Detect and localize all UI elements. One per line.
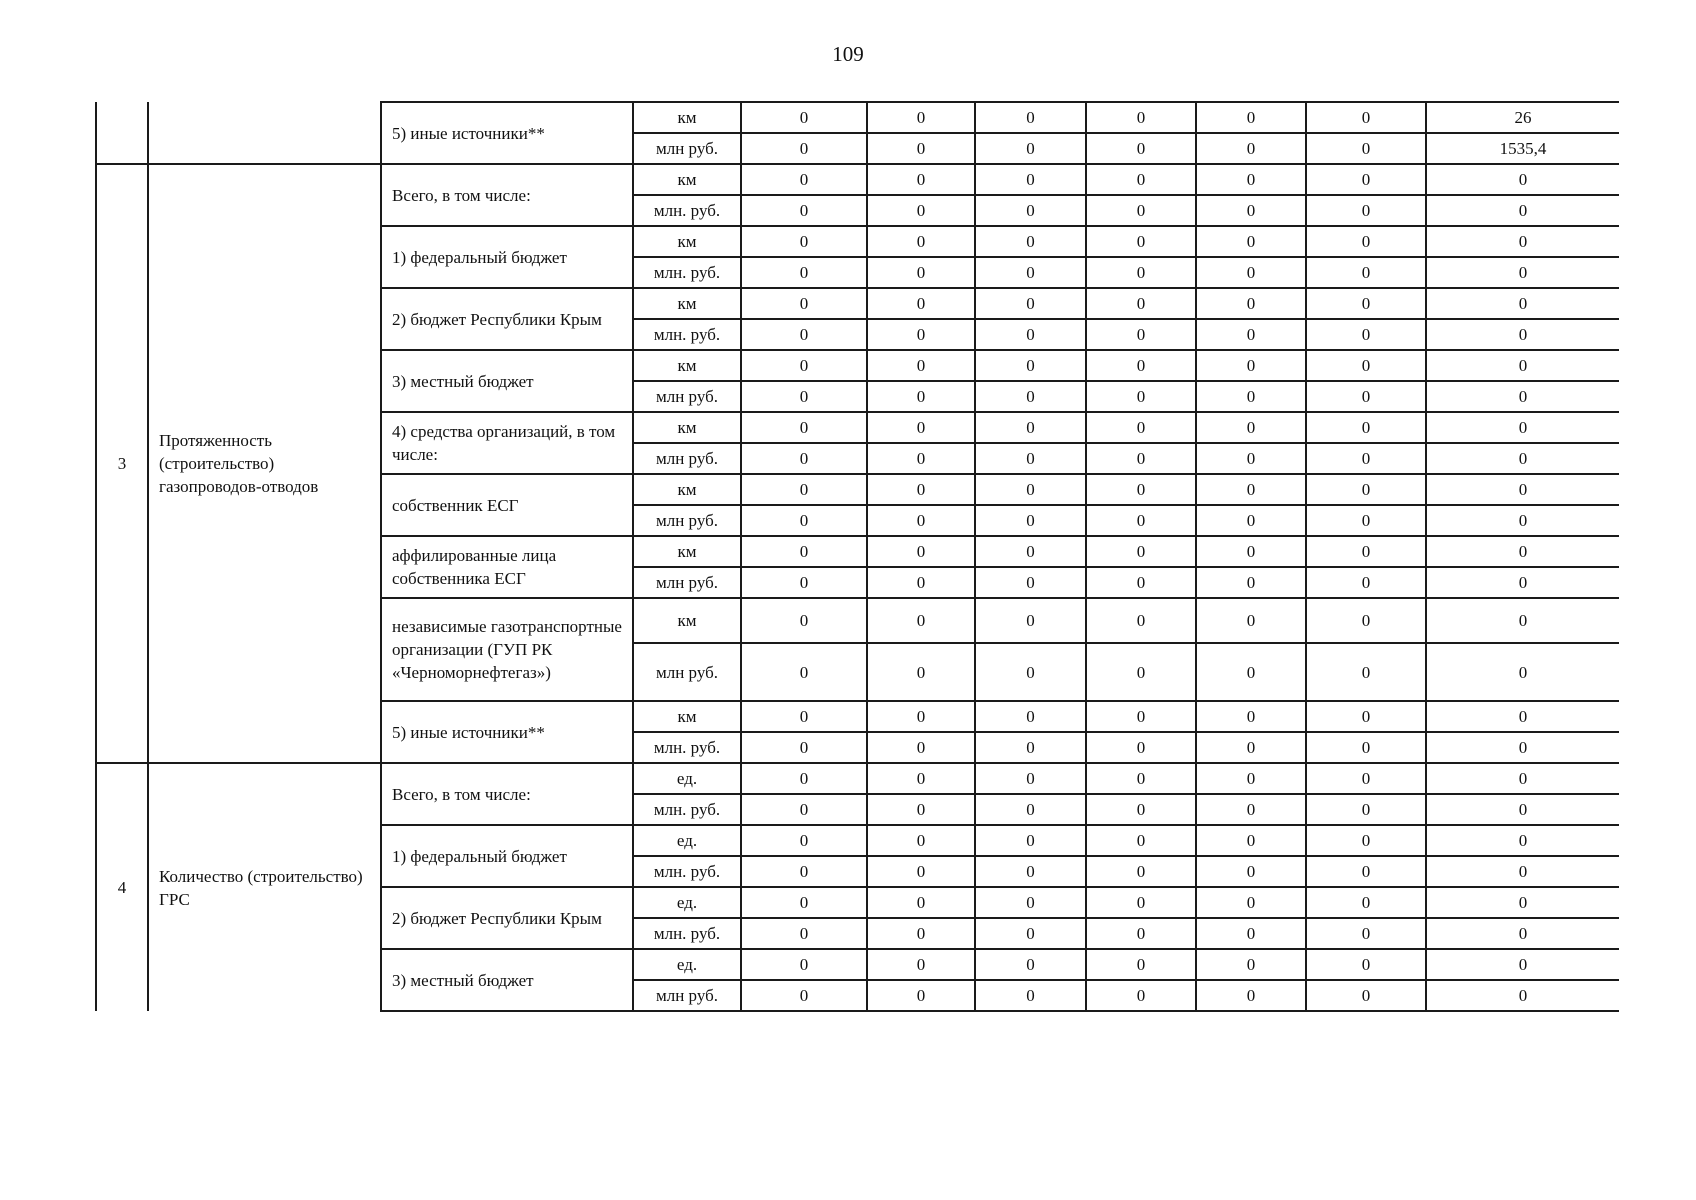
value-cell: 0 (1196, 381, 1306, 412)
index-cell-empty (96, 102, 148, 164)
unit-cell: млн. руб. (633, 732, 741, 763)
unit-cell: км (633, 226, 741, 257)
value-cell: 0 (1426, 536, 1619, 567)
table-row (96, 102, 1619, 133)
value-cell: 0 (1196, 102, 1306, 133)
value-cell: 0 (867, 701, 975, 732)
value-cell: 0 (975, 794, 1086, 825)
unit-cell: млн руб. (633, 381, 741, 412)
source-cell: 2) бюджет Республики Крым (381, 288, 633, 350)
value-cell: 0 (867, 567, 975, 598)
value-cell: 0 (1426, 350, 1619, 381)
value-cell: 0 (1426, 763, 1619, 794)
value-cell: 0 (1306, 443, 1426, 474)
source-cell: 4) средства организаций, в том числе: (381, 412, 633, 474)
section-index: 3 (96, 164, 148, 763)
value-cell: 0 (1086, 536, 1196, 567)
value-cell: 0 (975, 949, 1086, 980)
unit-cell: млн руб. (633, 133, 741, 164)
value-cell: 0 (1426, 918, 1619, 949)
value-cell: 0 (1196, 474, 1306, 505)
value-cell: 0 (867, 887, 975, 918)
value-cell: 0 (975, 825, 1086, 856)
unit-cell: млн руб. (633, 567, 741, 598)
unit-cell: ед. (633, 949, 741, 980)
value-cell: 0 (1196, 257, 1306, 288)
value-cell: 0 (1306, 288, 1426, 319)
value-cell: 0 (975, 226, 1086, 257)
value-cell: 0 (1426, 505, 1619, 536)
value-cell: 0 (1086, 226, 1196, 257)
unit-cell: км (633, 474, 741, 505)
value-cell: 0 (741, 856, 867, 887)
table-row (96, 164, 1619, 195)
value-cell: 0 (867, 102, 975, 133)
value-cell: 0 (1086, 443, 1196, 474)
source-cell: 3) местный бюджет (381, 949, 633, 1011)
unit-cell: млн руб. (633, 505, 741, 536)
value-cell: 0 (1426, 195, 1619, 226)
value-cell: 0 (975, 732, 1086, 763)
unit-cell: млн руб. (633, 643, 741, 701)
source-cell: 5) иные источники** (381, 701, 633, 763)
value-cell: 0 (975, 319, 1086, 350)
value-cell: 0 (1426, 412, 1619, 443)
value-cell: 0 (975, 474, 1086, 505)
value-cell: 0 (1306, 794, 1426, 825)
value-cell: 0 (741, 980, 867, 1011)
value-cell: 0 (867, 226, 975, 257)
value-cell: 0 (867, 505, 975, 536)
source-cell: независимые газотранспортные организации (ГУП РК «Черноморнефтегаз») (381, 598, 633, 701)
value-cell: 0 (741, 505, 867, 536)
value-cell: 0 (975, 763, 1086, 794)
unit-cell: км (633, 598, 741, 643)
investment-table-wrapper (95, 101, 1619, 1012)
value-cell: 0 (1086, 381, 1196, 412)
value-cell: 0 (1426, 381, 1619, 412)
value-cell: 0 (867, 825, 975, 856)
value-cell: 0 (975, 701, 1086, 732)
value-cell: 0 (975, 412, 1086, 443)
value-cell: 0 (741, 643, 867, 701)
section-index: 4 (96, 763, 148, 1011)
value-cell: 0 (867, 643, 975, 701)
value-cell: 0 (1426, 443, 1619, 474)
value-cell: 0 (1306, 763, 1426, 794)
value-cell: 0 (1086, 164, 1196, 195)
value-cell: 0 (975, 164, 1086, 195)
unit-cell: км (633, 350, 741, 381)
value-cell: 0 (1306, 567, 1426, 598)
value-cell: 0 (1426, 567, 1619, 598)
value-cell: 0 (1086, 763, 1196, 794)
value-cell: 0 (741, 102, 867, 133)
value-cell: 0 (1196, 856, 1306, 887)
value-cell: 0 (1306, 598, 1426, 643)
value-cell: 0 (1086, 856, 1196, 887)
value-cell: 0 (1086, 887, 1196, 918)
value-cell: 0 (741, 598, 867, 643)
value-cell: 0 (1196, 980, 1306, 1011)
value-cell: 0 (1306, 257, 1426, 288)
value-cell: 0 (1196, 825, 1306, 856)
value-cell: 0 (741, 412, 867, 443)
source-cell: 5) иные источники** (381, 102, 633, 164)
unit-cell: ед. (633, 887, 741, 918)
value-cell: 0 (975, 598, 1086, 643)
value-cell: 0 (741, 226, 867, 257)
value-cell: 0 (1426, 643, 1619, 701)
value-cell: 0 (1196, 918, 1306, 949)
value-cell: 0 (741, 350, 867, 381)
value-cell: 0 (1306, 133, 1426, 164)
value-cell: 0 (1196, 133, 1306, 164)
source-cell: Всего, в том числе: (381, 763, 633, 825)
value-cell: 0 (1426, 887, 1619, 918)
value-cell: 0 (1426, 701, 1619, 732)
value-cell: 0 (1426, 825, 1619, 856)
section-indicator: Количество (строительство) ГРС (148, 763, 381, 1011)
value-cell: 0 (1086, 350, 1196, 381)
value-cell: 0 (975, 567, 1086, 598)
value-cell: 0 (1426, 980, 1619, 1011)
value-cell: 0 (1426, 319, 1619, 350)
value-cell: 0 (867, 412, 975, 443)
value-cell: 0 (867, 732, 975, 763)
value-cell: 0 (1086, 918, 1196, 949)
value-cell: 0 (741, 887, 867, 918)
value-cell: 0 (1196, 288, 1306, 319)
value-cell: 0 (741, 567, 867, 598)
value-cell: 0 (1306, 701, 1426, 732)
value-cell: 0 (1086, 825, 1196, 856)
value-cell: 0 (867, 918, 975, 949)
table-body (96, 102, 1619, 1011)
source-cell: Всего, в том числе: (381, 164, 633, 226)
unit-cell: км (633, 701, 741, 732)
source-cell: 1) федеральный бюджет (381, 825, 633, 887)
value-cell: 0 (1196, 164, 1306, 195)
value-cell: 0 (1306, 732, 1426, 763)
value-cell: 0 (1086, 980, 1196, 1011)
value-cell: 26 (1426, 102, 1619, 133)
value-cell: 0 (1306, 350, 1426, 381)
value-cell: 0 (975, 980, 1086, 1011)
value-cell: 0 (1196, 350, 1306, 381)
value-cell: 0 (867, 980, 975, 1011)
value-cell: 0 (1306, 887, 1426, 918)
value-cell: 0 (741, 949, 867, 980)
unit-cell: км (633, 412, 741, 443)
value-cell: 0 (1306, 164, 1426, 195)
source-cell: 2) бюджет Республики Крым (381, 887, 633, 949)
value-cell: 0 (1086, 567, 1196, 598)
value-cell: 0 (867, 350, 975, 381)
value-cell: 0 (1196, 887, 1306, 918)
value-cell: 0 (1086, 412, 1196, 443)
value-cell: 0 (1306, 918, 1426, 949)
unit-cell: млн. руб. (633, 319, 741, 350)
value-cell: 0 (867, 319, 975, 350)
value-cell: 0 (1196, 412, 1306, 443)
value-cell: 0 (1196, 505, 1306, 536)
value-cell: 0 (1086, 474, 1196, 505)
value-cell: 0 (741, 195, 867, 226)
value-cell: 0 (867, 257, 975, 288)
value-cell: 0 (741, 474, 867, 505)
value-cell: 0 (975, 350, 1086, 381)
value-cell: 0 (867, 288, 975, 319)
value-cell: 1535,4 (1426, 133, 1619, 164)
section-indicator: Протяженность (строительство) газопроводов-отводов (148, 164, 381, 763)
value-cell: 0 (1196, 598, 1306, 643)
value-cell: 0 (1196, 701, 1306, 732)
unit-cell: млн. руб. (633, 794, 741, 825)
value-cell: 0 (867, 536, 975, 567)
value-cell: 0 (975, 887, 1086, 918)
value-cell: 0 (1086, 102, 1196, 133)
value-cell: 0 (1086, 257, 1196, 288)
value-cell: 0 (1306, 102, 1426, 133)
value-cell: 0 (741, 825, 867, 856)
value-cell: 0 (1086, 598, 1196, 643)
value-cell: 0 (1426, 856, 1619, 887)
value-cell: 0 (975, 443, 1086, 474)
value-cell: 0 (1196, 643, 1306, 701)
value-cell: 0 (741, 732, 867, 763)
value-cell: 0 (1086, 794, 1196, 825)
value-cell: 0 (867, 949, 975, 980)
value-cell: 0 (741, 536, 867, 567)
value-cell: 0 (1196, 794, 1306, 825)
value-cell: 0 (1426, 474, 1619, 505)
value-cell: 0 (741, 443, 867, 474)
unit-cell: ед. (633, 825, 741, 856)
value-cell: 0 (1306, 195, 1426, 226)
value-cell: 0 (1196, 226, 1306, 257)
value-cell: 0 (1306, 949, 1426, 980)
value-cell: 0 (1086, 195, 1196, 226)
value-cell: 0 (1306, 825, 1426, 856)
value-cell: 0 (975, 505, 1086, 536)
unit-cell: км (633, 102, 741, 133)
unit-cell: млн. руб. (633, 856, 741, 887)
value-cell: 0 (741, 918, 867, 949)
unit-cell: млн. руб. (633, 918, 741, 949)
value-cell: 0 (975, 133, 1086, 164)
value-cell: 0 (1306, 856, 1426, 887)
value-cell: 0 (975, 102, 1086, 133)
value-cell: 0 (1086, 643, 1196, 701)
value-cell: 0 (1426, 732, 1619, 763)
value-cell: 0 (1306, 474, 1426, 505)
value-cell: 0 (741, 164, 867, 195)
unit-cell: км (633, 164, 741, 195)
value-cell: 0 (1306, 643, 1426, 701)
value-cell: 0 (741, 701, 867, 732)
value-cell: 0 (1426, 226, 1619, 257)
value-cell: 0 (975, 195, 1086, 226)
value-cell: 0 (867, 794, 975, 825)
value-cell: 0 (867, 763, 975, 794)
value-cell: 0 (867, 598, 975, 643)
value-cell: 0 (975, 643, 1086, 701)
value-cell: 0 (867, 133, 975, 164)
page-number: 109 (832, 42, 864, 66)
value-cell: 0 (867, 443, 975, 474)
value-cell: 0 (1426, 598, 1619, 643)
value-cell: 0 (975, 856, 1086, 887)
table-row (96, 763, 1619, 794)
unit-cell: км (633, 288, 741, 319)
unit-cell: млн руб. (633, 980, 741, 1011)
value-cell: 0 (1426, 257, 1619, 288)
unit-cell: км (633, 536, 741, 567)
indicator-cell-empty (148, 102, 381, 164)
value-cell: 0 (1086, 133, 1196, 164)
value-cell: 0 (1426, 164, 1619, 195)
value-cell: 0 (1306, 226, 1426, 257)
value-cell: 0 (1086, 949, 1196, 980)
value-cell: 0 (867, 381, 975, 412)
source-cell: 3) местный бюджет (381, 350, 633, 412)
value-cell: 0 (1196, 443, 1306, 474)
value-cell: 0 (867, 856, 975, 887)
value-cell: 0 (867, 474, 975, 505)
value-cell: 0 (867, 164, 975, 195)
unit-cell: млн. руб. (633, 257, 741, 288)
value-cell: 0 (741, 381, 867, 412)
value-cell: 0 (1306, 412, 1426, 443)
value-cell: 0 (1196, 567, 1306, 598)
value-cell: 0 (1196, 763, 1306, 794)
value-cell: 0 (1196, 536, 1306, 567)
value-cell: 0 (1196, 949, 1306, 980)
unit-cell: млн. руб. (633, 195, 741, 226)
value-cell: 0 (975, 536, 1086, 567)
source-cell: 1) федеральный бюджет (381, 226, 633, 288)
value-cell: 0 (1306, 319, 1426, 350)
value-cell: 0 (1086, 288, 1196, 319)
value-cell: 0 (975, 381, 1086, 412)
value-cell: 0 (975, 288, 1086, 319)
source-cell: собственник ЕСГ (381, 474, 633, 536)
value-cell: 0 (975, 918, 1086, 949)
value-cell: 0 (1196, 195, 1306, 226)
value-cell: 0 (1426, 288, 1619, 319)
unit-cell: млн руб. (633, 443, 741, 474)
value-cell: 0 (1306, 505, 1426, 536)
value-cell: 0 (1426, 794, 1619, 825)
value-cell: 0 (1196, 732, 1306, 763)
investment-table (95, 101, 1619, 1012)
value-cell: 0 (1086, 505, 1196, 536)
value-cell: 0 (1306, 980, 1426, 1011)
unit-cell: ед. (633, 763, 741, 794)
value-cell: 0 (1086, 319, 1196, 350)
source-cell: аффилированные лица собственника ЕСГ (381, 536, 633, 598)
value-cell: 0 (1196, 319, 1306, 350)
value-cell: 0 (741, 763, 867, 794)
value-cell: 0 (741, 133, 867, 164)
value-cell: 0 (1426, 949, 1619, 980)
value-cell: 0 (975, 257, 1086, 288)
value-cell: 0 (741, 319, 867, 350)
value-cell: 0 (867, 195, 975, 226)
value-cell: 0 (1306, 536, 1426, 567)
value-cell: 0 (1306, 381, 1426, 412)
value-cell: 0 (741, 794, 867, 825)
value-cell: 0 (741, 257, 867, 288)
value-cell: 0 (741, 288, 867, 319)
value-cell: 0 (1086, 701, 1196, 732)
value-cell: 0 (1086, 732, 1196, 763)
